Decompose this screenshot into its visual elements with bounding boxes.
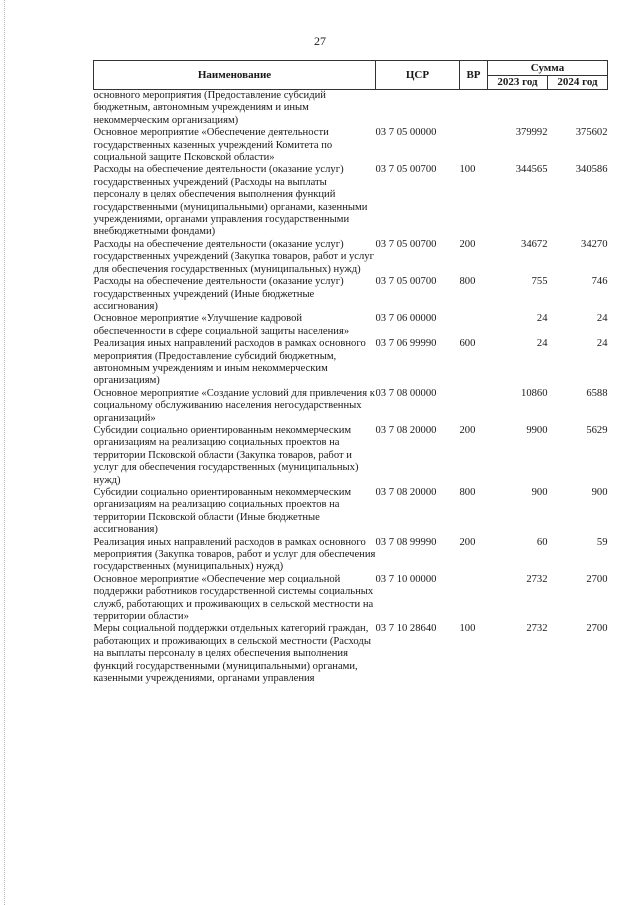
table-row [94,425,608,487]
table-header [94,61,608,90]
header-sum: Сумма [488,61,608,76]
row-sum-2023: 9900 [526,424,548,436]
row-sum-2023: 900 [531,487,548,498]
row-sum-2023: 34672 [521,238,548,250]
row-sum-2024 [548,90,608,128]
table-row [94,127,608,164]
row-name: Расходы на обеспечение деятельности (оказание услуг) государственных учреждений (Расходы на выплаты персоналу в целях обеспечения выполнения функций государственными (муниципальными) органами, казенными учреждениями, органами управления государственными внебюджетными фондами) [93,164,368,238]
row-sum-2024: 2700 [586,623,608,635]
row-vr: 800 [459,487,476,498]
row-vr [460,127,488,164]
row-name: Расходы на обеспечение деятельности (оказание услуг) государственных учреждений (Иные бюджетные ассигнования) [93,276,344,312]
row-csr: 03 7 08 20000 [375,487,437,498]
row-csr: 03 7 08 00000 [375,387,437,399]
row-sum-2023: 24 [536,338,548,350]
row-sum-2023: 24 [536,313,548,325]
row-sum-2023: 755 [531,276,548,288]
row-name: Основное мероприятие «Улучшение кадровой обеспеченности в сфере социальной защиты населения» [93,313,350,337]
row-sum-2024: 6588 [586,387,608,399]
row-sum-2023: 60 [536,536,548,548]
row-csr: 03 7 10 00000 [375,573,437,585]
table-row [94,164,608,238]
row-name: Основное мероприятие «Обеспечение деятельности государственных казенных учреждений Комитета по социальной защите Псковской области» [93,127,333,164]
budget-table [93,60,608,686]
header-csr: ЦСР [376,61,460,90]
row-vr: 100 [459,164,476,176]
row-csr: 03 7 06 99990 [375,338,437,350]
table-row [94,90,608,128]
table-row [94,388,608,425]
row-csr: 03 7 06 00000 [375,313,437,325]
table-row [94,276,608,313]
header-name: Наименование [94,61,376,90]
row-vr [460,388,488,425]
row-name: основного мероприятия (Предоставление субсидий бюджетным, автономным учреждениям и иным некоммерческим организациям) [94,90,376,128]
row-name: Реализация иных направлений расходов в рамках основного мероприятия (Предоставление субсидий бюджетным, автономным учреждениям и иным некоммерческим организациям) [93,338,366,387]
row-sum-2023 [488,90,548,128]
header-year-2023: 2023 год [488,76,548,90]
row-name: Расходы на обеспечение деятельности (оказание услуг) государственных учреждений (Закупка товаров, работ и услуг для обеспечения государственных (муниципальных) нужд) [93,238,374,275]
row-name: Реализация иных направлений расходов в рамках основного мероприятия (Закупка товаров, работ и услуг для обеспечения государственных (муниципальных) нужд) [93,536,376,573]
row-csr [376,90,460,128]
table-row [94,574,608,624]
row-csr: 03 7 05 00000 [375,127,437,139]
row-name: Основное мероприятие «Создание условий для привлечения к социальному обслуживанию населения негосударственных организаций» [93,387,375,424]
header-year-2024: 2024 год [548,76,608,90]
row-sum-2023: 344565 [515,164,548,176]
table-row [94,623,608,685]
row-name: Субсидии социально ориентированным некоммерческим организациям на реализацию социальных проектов на территории Псковской области (Закупка товаров, работ и услуг для обеспечения государственных (муниципальных) нужд) [93,424,359,486]
row-vr [460,90,488,128]
row-vr [460,574,488,624]
row-sum-2024: 24 [596,338,608,350]
table-row [94,338,608,388]
row-sum-2024: 900 [591,487,608,498]
row-vr: 200 [459,536,476,548]
row-sum-2023: 2732 [526,573,548,585]
row-vr: 200 [459,424,476,436]
row-vr [460,313,488,338]
table-row [94,537,608,574]
row-sum-2024: 24 [596,313,608,325]
table-row [94,313,608,338]
row-vr: 200 [459,238,476,250]
header-vr: ВР [460,61,488,90]
row-csr: 03 7 08 99990 [375,536,437,548]
row-sum-2024: 375602 [575,127,608,139]
row-vr: 600 [459,338,476,350]
row-name: Меры социальной поддержки отдельных категорий граждан, работающих и проживающих в сельской местности (Расходы на выплаты персоналу в целях обеспечения выполнения функций государственными (муниципальными) органами, казенными учреждениями, органами управления [93,623,371,685]
row-vr: 100 [459,623,476,635]
row-csr: 03 7 05 00700 [375,164,437,176]
row-name: Основное мероприятие «Обеспечение мер социальной поддержки работников государственной системы социальных служб, работающих и проживающих в сельской местности на территории области» [93,573,374,623]
row-csr: 03 7 08 20000 [375,424,437,436]
scan-edge [4,0,5,905]
row-name: Субсидии социально ориентированным некоммерческим организациям на реализацию социальных проектов на территории Псковской области (Иные бюджетные ассигнования) [93,487,352,536]
table-body [94,90,608,686]
row-sum-2024: 59 [596,536,608,548]
page-number: 27 [314,34,326,48]
row-vr: 800 [459,276,476,288]
row-sum-2024: 2700 [586,573,608,585]
row-sum-2024: 746 [591,276,608,288]
row-sum-2023: 2732 [526,623,548,635]
row-csr: 03 7 10 28640 [375,623,437,635]
row-sum-2024: 5629 [586,424,608,436]
row-sum-2023: 10860 [521,387,548,399]
row-csr: 03 7 05 00700 [375,238,437,250]
table-row [94,239,608,276]
row-sum-2023: 379992 [515,127,548,139]
row-csr: 03 7 05 00700 [375,276,437,288]
row-sum-2024: 34270 [581,238,608,250]
table-row [94,487,608,537]
row-sum-2024: 340586 [575,164,608,176]
